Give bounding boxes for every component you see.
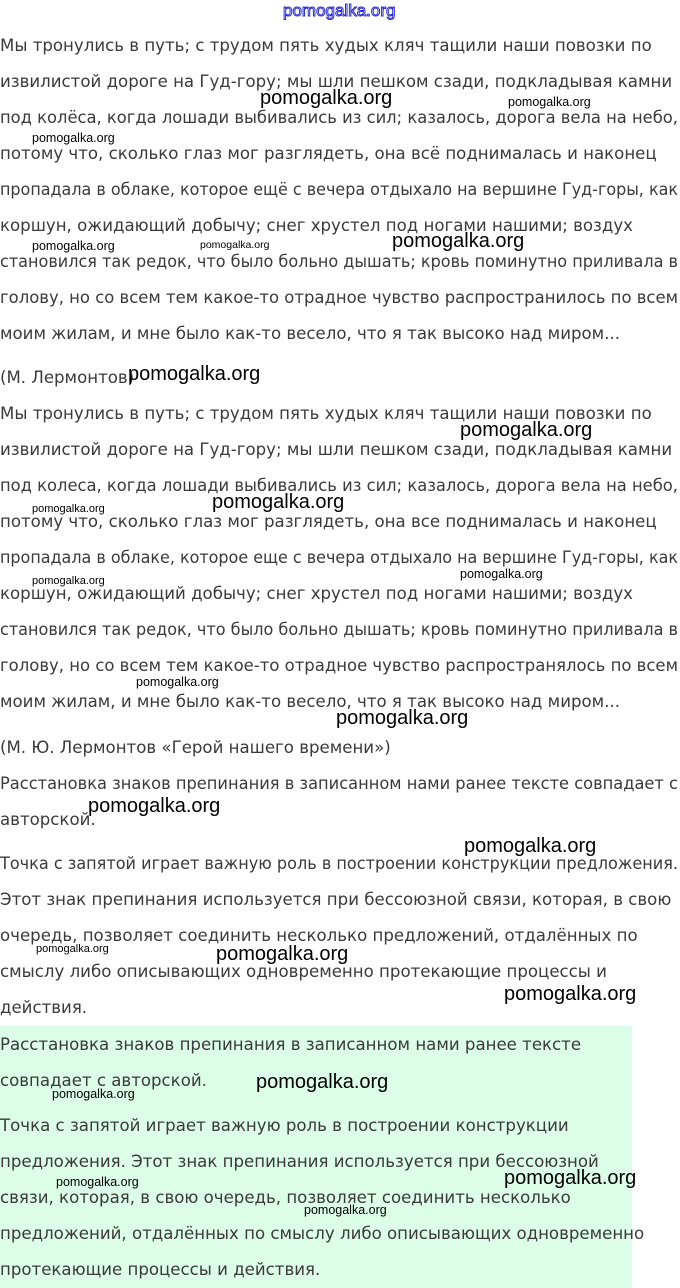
highlight-line: совпадает с авторской.: [0, 1071, 207, 1090]
highlight-line: протекающие процессы и действия.: [0, 1260, 321, 1279]
watermark: pomogalka.org: [212, 491, 345, 513]
highlight-line: связи, которая, в свою очередь, позволяет соединить несколько: [0, 1188, 571, 1207]
highlight-line: Точка с запятой играет важную роль в построении конструкции: [0, 1116, 569, 1135]
watermark: pomogalka.org: [56, 1175, 139, 1189]
watermark: pomogalka.org: [460, 419, 593, 441]
highlight-line: предложений, отдалённых по смыслу либо описывающих одновременно: [0, 1224, 645, 1243]
passage2-line: становился так редок, что было больно дышать; кровь поминутно приливала в: [0, 620, 678, 639]
passage1-line: пропадала в облаке, которое ещё с вечера отдыхало на вершине Гуд-горы, как: [0, 180, 678, 199]
watermark: pomogalka.org: [32, 239, 115, 253]
answer2-line: Точка с запятой играет важную роль в построении конструкции предложения.: [0, 854, 678, 873]
passage2-line: голову, но со всем тем какое-то отрадное чувство распространялось по всем: [0, 656, 678, 675]
answer2-line: действия.: [0, 998, 88, 1017]
watermark: pomogalka.org: [260, 87, 393, 109]
answer2-line: Этот знак препинания используется при бессоюзной связи, которая, в свою: [0, 890, 672, 909]
watermark: pomogalka.org: [36, 943, 109, 955]
passage2-line: моим жилам, и мне было как-то весело, что я так высоко над миром...: [0, 692, 621, 711]
passage2-attribution: (М. Ю. Лермонтов «Герой нашего времени»): [0, 738, 391, 757]
answer1-line: Расстановка знаков препинания в записанном нами ранее тексте совпадает с: [0, 774, 678, 793]
answer1-line: авторской.: [0, 810, 96, 829]
watermark: pomogalka.org: [504, 1167, 637, 1189]
watermark: pomogalka.org: [460, 567, 543, 581]
watermark: pomogalka.org: [336, 707, 469, 729]
passage2-line: под колеса, когда лошади выбивались из сил; казалось, дорога вела на небо,: [0, 476, 678, 495]
passage2-line: пропадала в облаке, которое еще с вечера отдыхало на вершине Гуд-горы, как: [0, 548, 678, 567]
passage1-line: извилистой дороге на Гуд-гору; мы шли пешком сзади, подкладывая камни: [0, 72, 673, 91]
passage2-line: извилистой дороге на Гуд-гору; мы шли пешком сзади, подкладывая камни: [0, 440, 673, 459]
watermark: pomogalka.org: [504, 983, 637, 1005]
highlight-paragraph-2: [0, 1108, 644, 1288]
passage1-attribution: (М. Лермонтов): [0, 368, 135, 387]
passage1-line: голову, но со всем тем какое-то отрадное чувство распространилось по всем: [0, 288, 678, 307]
answer2-line: очередь, позволяет соединить несколько предложений, отдалённых по: [0, 926, 638, 945]
watermark: pomogalka.org: [464, 835, 597, 857]
header-watermark: pomogalka.org: [283, 1, 396, 20]
watermark: pomogalka.org: [32, 503, 105, 515]
passage1-line: Мы тронулись в путь; с трудом пять худых кляч тащили наши повозки по: [0, 36, 652, 55]
passage2-line: потому что, сколько глаз мог разглядеть, она все поднималась и наконец: [0, 512, 657, 531]
passage1-line: становился так редок, что было больно дышать; кровь поминутно приливала в: [0, 252, 678, 271]
watermark: pomogalka.org: [136, 675, 219, 689]
passage1: [0, 28, 680, 352]
passage1-line: под колёса, когда лошади выбивались из сил; казалось, дорога вела на небо,: [0, 108, 678, 127]
passage1-line: коршун, ожидающий добычу; снег хрустел под ногами нашими; воздух: [0, 216, 633, 235]
passage2-line: Мы тронулись в путь; с трудом пять худых кляч тащили наши повозки по: [0, 404, 652, 423]
highlight-line: Расстановка знаков препинания в записанном нами ранее тексте: [0, 1035, 582, 1054]
watermark: pomogalka.org: [508, 95, 591, 109]
passage1-line: потому что, сколько глаз мог разглядеть, она всё поднималась и наконец: [0, 144, 657, 163]
watermark: pomogalka.org: [392, 230, 525, 252]
answer2-line: смыслу либо описывающих одновременно протекающие процессы и: [0, 962, 607, 981]
watermark: pomogalka.org: [88, 795, 221, 817]
watermark: pomogalka.org: [128, 363, 261, 385]
passage2-line: коршун, ожидающий добычу; снег хрустел под ногами нашими; воздух: [0, 584, 633, 603]
watermark: pomogalka.org: [256, 1071, 389, 1093]
watermark: pomogalka.org: [32, 575, 105, 587]
passage1-line: моим жилам, и мне было как-то весело, что я так высоко над миром...: [0, 324, 621, 343]
passage2: [0, 396, 680, 720]
watermark: pomogalka.org: [52, 1087, 135, 1101]
watermark: pomogalka.org: [32, 131, 115, 145]
watermark: pomogalka.org: [200, 239, 270, 251]
watermark: pomogalka.org: [216, 943, 349, 965]
watermark: pomogalka.org: [304, 1203, 387, 1217]
highlight-line: предложения. Этот знак препинания используется при бессоюзной: [0, 1152, 599, 1171]
